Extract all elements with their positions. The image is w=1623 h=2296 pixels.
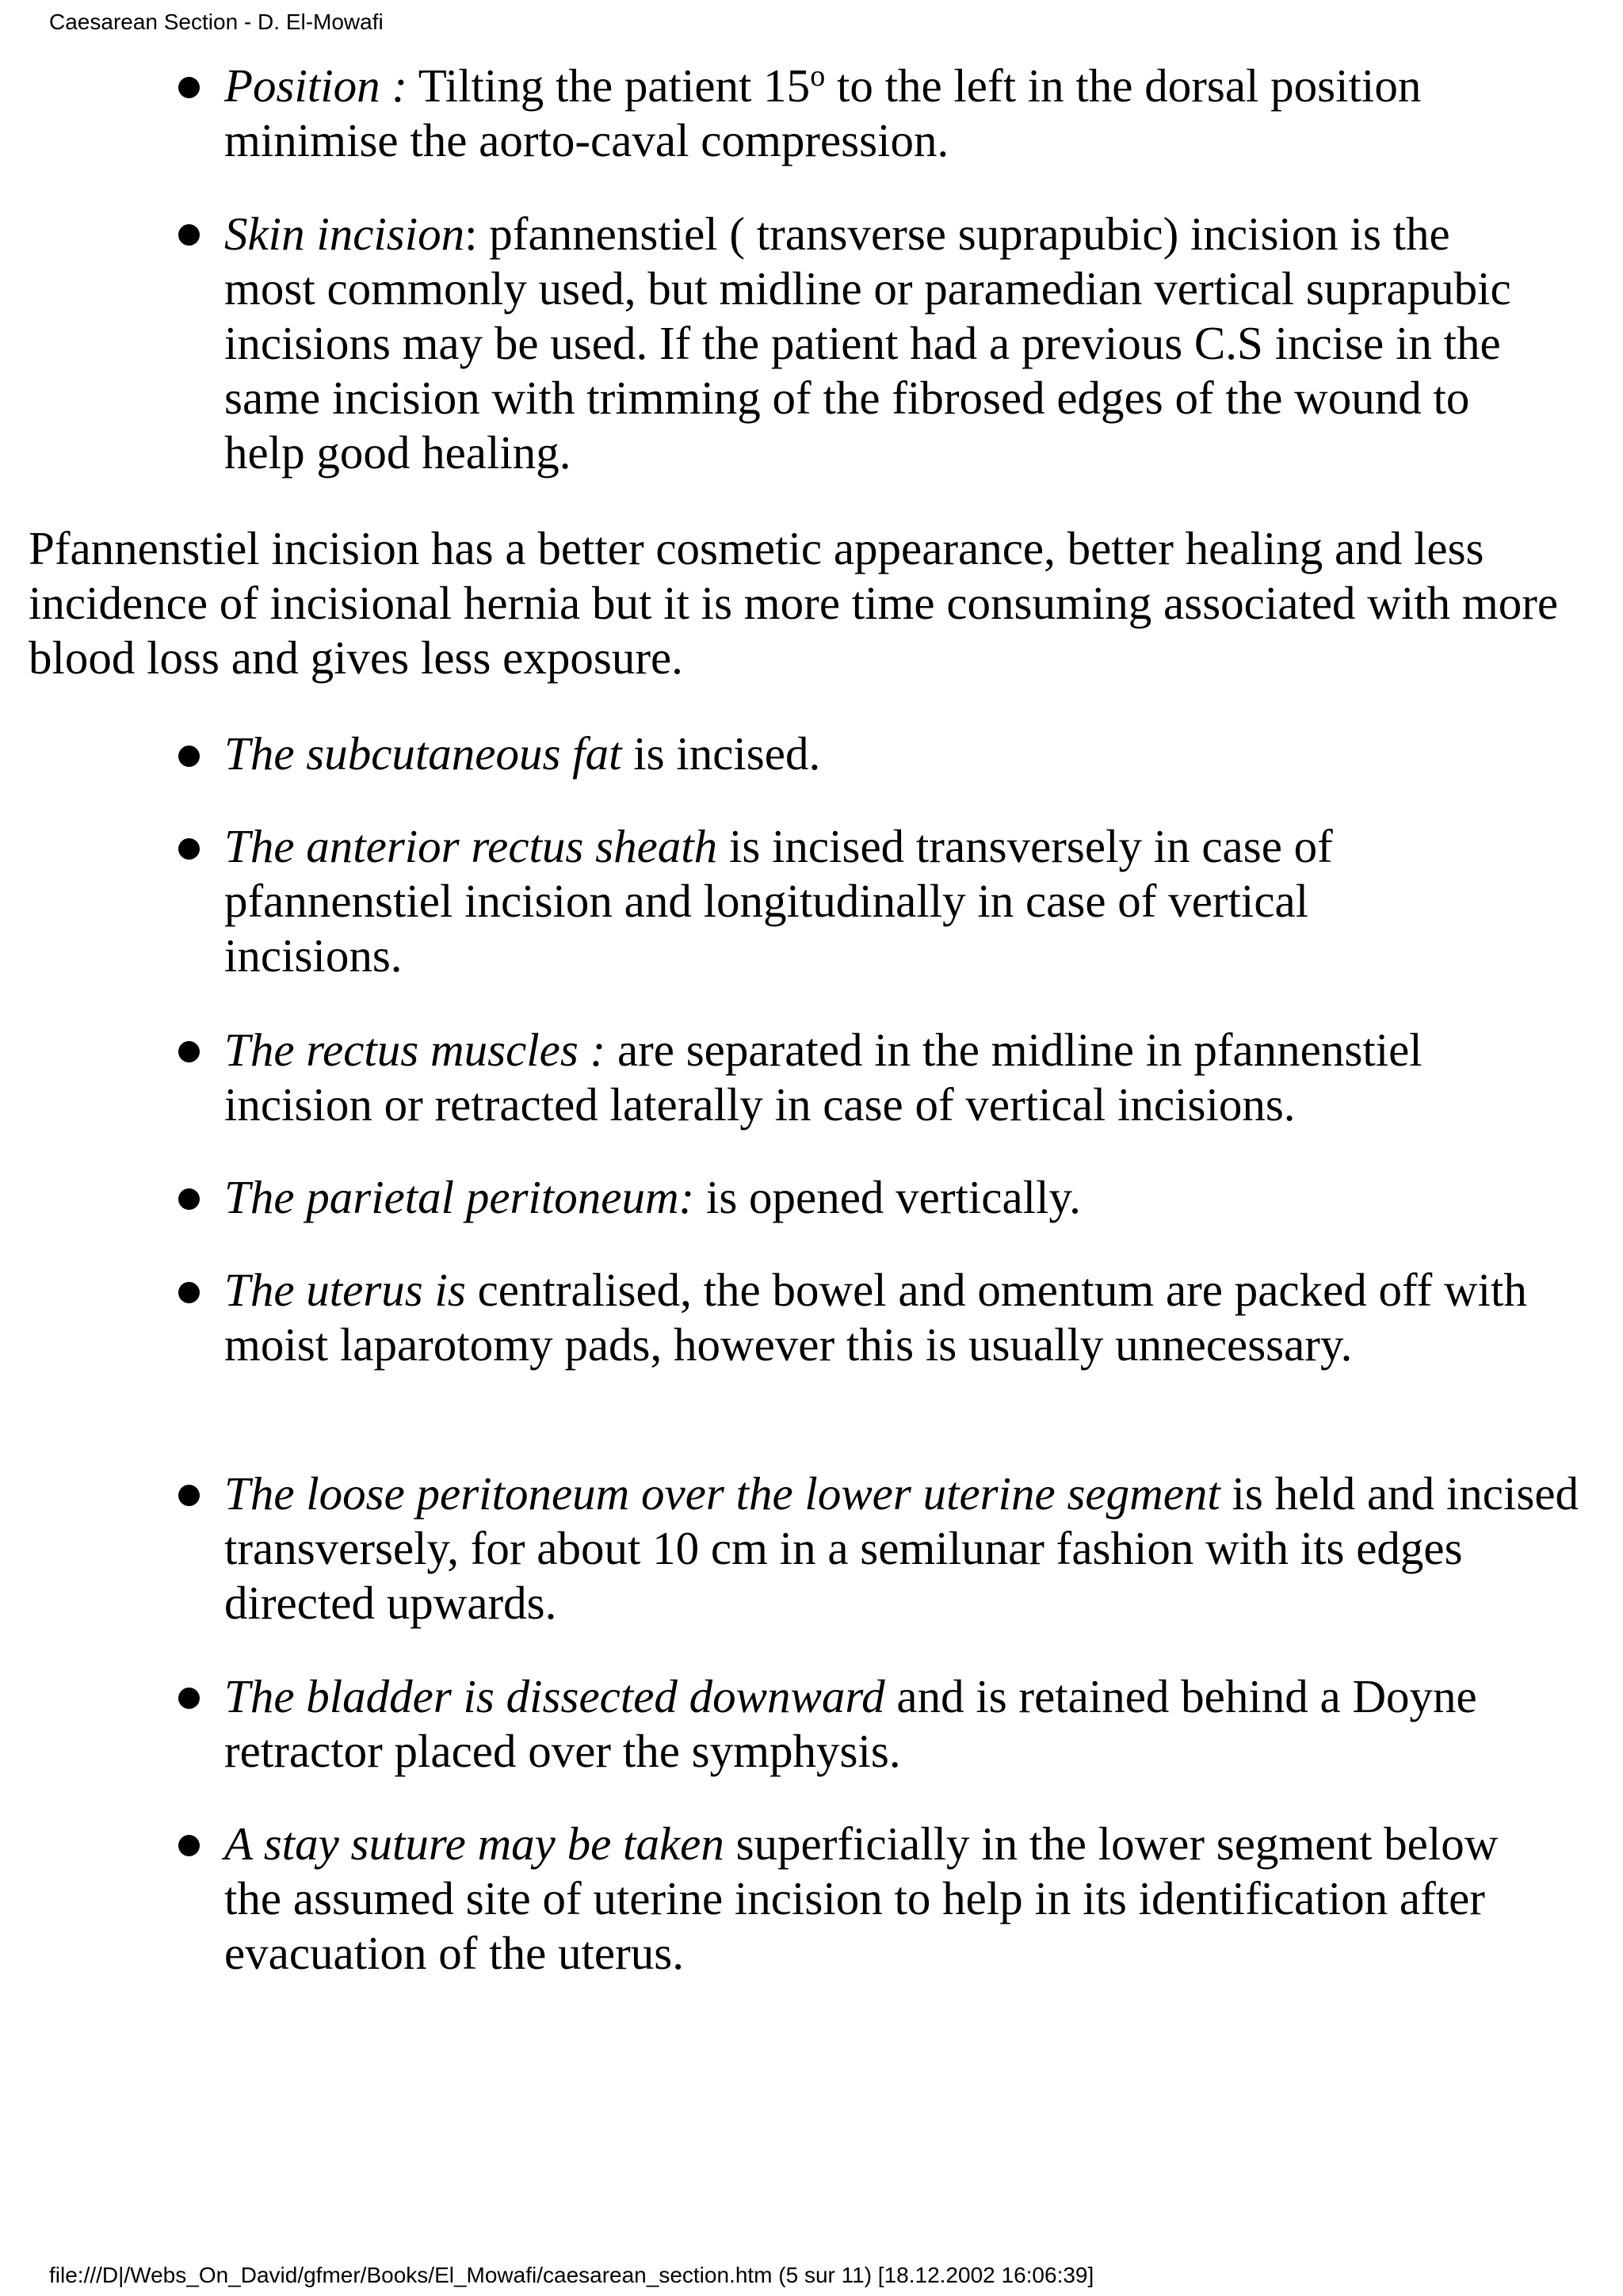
page-footer-path: file:///D|/Webs_On_David/gfmer/Books/El_Mowafi/caesarean_section.htm (5 sur 11) [18.12.2002 16:06:39] — [49, 2263, 1094, 2287]
body-paragraph: Pfannenstiel incision has a better cosmetic appearance, better healing and less incidence of incisional hernia but it is more time consuming associated with more blood loss and gives less exposure. — [29, 522, 1559, 684]
list-item: A stay suture may be taken superficially in the lower segment below the assumed site of uterine incision to help in its identification after evacuation of the uterus. — [224, 1817, 1499, 1979]
bullet-dot — [178, 838, 200, 860]
term: The rectus muscles : — [224, 1024, 606, 1076]
list-item: The loose peritoneum over the lower uterine segment is held and incised transversely, for about 10 cm in a semilunar fashion with its edges directed upwards. — [224, 1467, 1579, 1629]
term: A stay suture may be taken — [224, 1817, 724, 1870]
bullet-dot — [178, 1041, 200, 1062]
bullet-dot — [178, 1835, 200, 1856]
bullet-dot — [178, 1485, 200, 1506]
list-item: The anterior rectus sheath is incised transversely in case of pfannenstiel incision and longitudinally in case of vertical incisions. — [224, 820, 1333, 982]
bullet-dot — [178, 1688, 200, 1709]
bullet-dot — [178, 1282, 200, 1303]
bullet-dot — [178, 224, 200, 246]
list-item: The parietal peritoneum: is opened vertically. — [224, 1171, 1081, 1223]
term: Position : — [224, 59, 408, 112]
list-item-position: Position : Tilting the patient 15$^o$ to the left in the dorsal position minimise the aorto-caval compression. — [224, 59, 1422, 166]
page-header: Caesarean Section - D. El-Mowafi — [49, 10, 384, 34]
term: The loose peritoneum over the lower uterine segment — [224, 1467, 1220, 1520]
term: The subcutaneous fat — [224, 727, 622, 780]
term: The uterus is — [224, 1264, 466, 1316]
bullet-dot — [178, 746, 200, 767]
list-item: The uterus is centralised, the bowel and omentum are packed off with moist laparotomy pads, however this is usually unnecessary. — [224, 1264, 1527, 1371]
term: The parietal peritoneum: — [224, 1171, 695, 1223]
list-item-skin-incision: Skin incision: pfannenstiel ( transverse suprapubic) incision is the most commonly used, but midline or paramedian vertical suprapubic incisions may be used. If the patient had a previous C.S incise in the same incision with trimming of the fibrosed edges of the wound to help good healing. — [224, 208, 1511, 479]
term: The anterior rectus sheath — [224, 820, 718, 872]
bullet-dot — [178, 77, 200, 98]
list-item: The subcutaneous fat is incised. — [224, 727, 821, 780]
bullet-dot — [178, 1188, 200, 1210]
list-item: The bladder is dissected downward and is retained behind a Doyne retractor placed over the symphysis. — [224, 1670, 1477, 1777]
term: Skin incision — [224, 208, 465, 260]
list-item: The rectus muscles : are separated in the midline in pfannenstiel incision or retracted laterally in case of vertical incisions. — [224, 1024, 1423, 1131]
term: The bladder is dissected downward — [224, 1670, 885, 1722]
